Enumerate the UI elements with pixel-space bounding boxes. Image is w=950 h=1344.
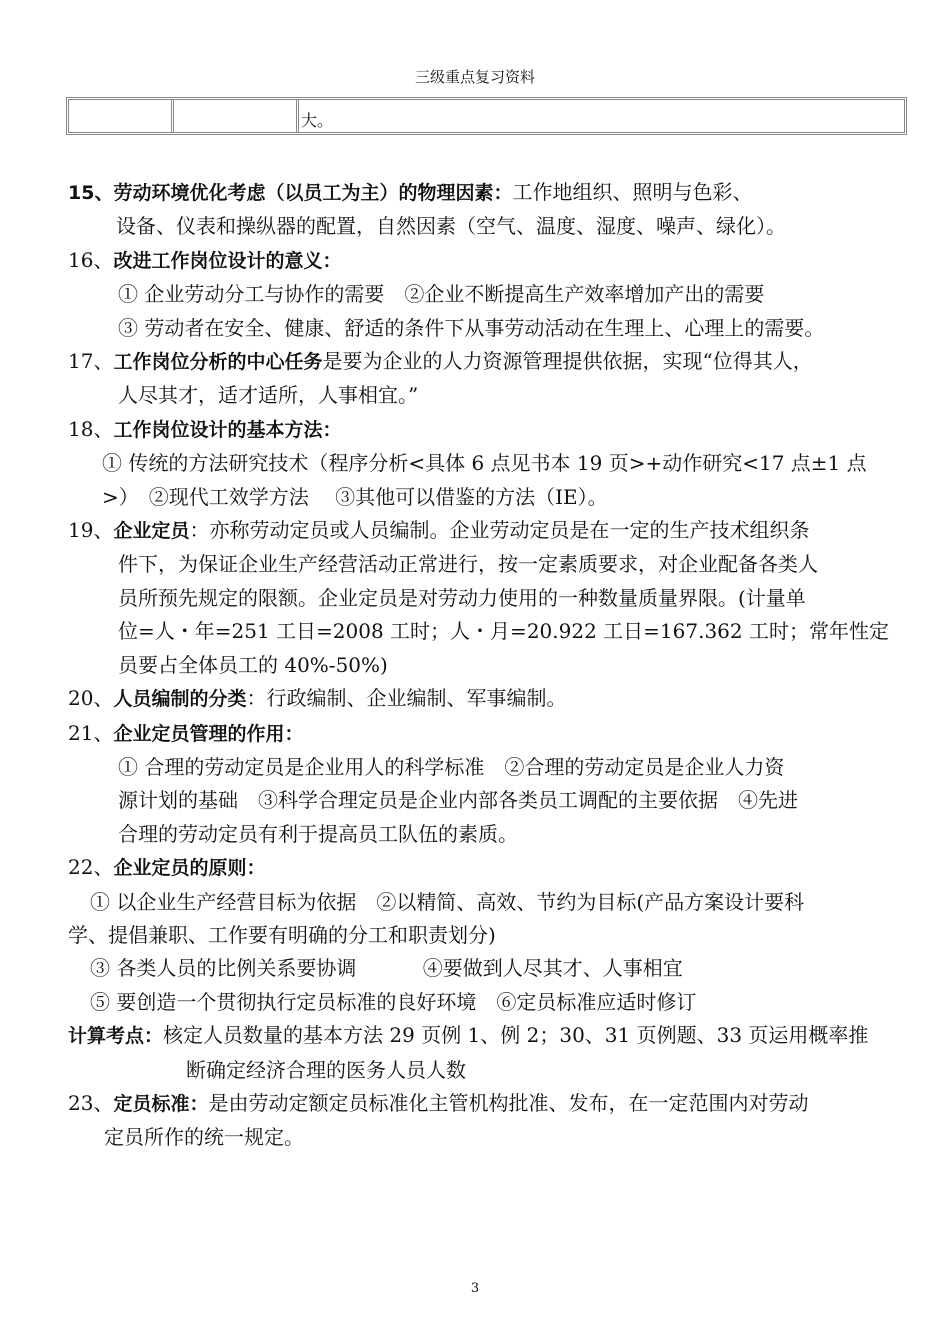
item-17: 17、工作岗位分析的中心任务是要为企业的人力资源管理提供依据，实现“位得其人， (68, 349, 813, 374)
calc-point: 计算考点：核定人员数量的基本方法 29 页例 1、例 2；30、31 页例题、33 页运用概率推 (68, 1023, 869, 1048)
item-23-line2: 定员所作的统一规定。 (104, 1125, 304, 1150)
item-22-line2: 学、提倡兼职、工作要有明确的分工和职责划分) (68, 922, 496, 947)
item-22: 22、企业定员的原则： (68, 855, 266, 880)
item-17-line2: 人尽其才，适才适所，人事相宜。” (118, 383, 419, 408)
item-20: 20、人员编制的分类：行政编制、企业编制、军事编制。 (68, 686, 567, 711)
page-header: 三级重点复习资料 (414, 68, 535, 86)
table-fragment (66, 97, 907, 135)
item-19-line4: 位=人・年=251 工日=2008 工时；人・月=20.922 工日=167.362 工时；常年性定 (118, 619, 889, 644)
item-16-line2: ③ 劳动者在安全、健康、舒适的条件下从事劳动活动在生理上、心理上的需要。 (118, 315, 825, 340)
item-19-line5: 员要占全体员工的 40%-50%) (118, 652, 388, 677)
item-21-line3: 合理的劳动定员有利于提高员工队伍的素质。 (118, 821, 518, 846)
item-15-line2: 设备、仪表和操纵器的配置，自然因素（空气、温度、湿度、噪声、绿化）。 (116, 214, 786, 239)
item-23: 23、定员标准：是由劳动定额定员标准化主管机构批准、发布，在一定范围内对劳动 (68, 1090, 809, 1115)
table-cell-text: 大。 (301, 111, 334, 130)
item-21-line1: ① 合理的劳动定员是企业用人的科学标准 ②合理的劳动定员是企业人力资 (118, 754, 785, 779)
item-15: 15、劳动环境优化考虑（以员工为主）的物理因素：工作地组织、照明与色彩、 (68, 180, 753, 204)
item-18-line2: >） ②现代工效学方法 ③其他可以借鉴的方法（IE）。 (102, 484, 608, 509)
item-22-line3: ③ 各类人员的比例关系要协调 ④要做到人尽其才、人事相宜 (90, 956, 683, 981)
item-21: 21、企业定员管理的作用： (68, 720, 304, 745)
item-18-line1: ① 传统的方法研究技术（程序分析<具体 6 点见书本 19 页>+动作研究<17 点±1 点 (102, 451, 867, 476)
item-22-line1: ① 以企业生产经营目标为依据 ②以精简、高效、节约为目标(产品方案设计要科 (90, 889, 805, 914)
item-19-line3: 员所预先规定的限额。企业定员是对劳动力使用的一种数量质量界限。(计量单 (118, 585, 806, 610)
document-body (68, 176, 898, 1155)
item-16-line1: ① 企业劳动分工与协作的需要 ②企业不断提高生产效率增加产出的需要 (118, 282, 765, 307)
item-16: 16、改进工作岗位设计的意义： (68, 247, 342, 272)
table-cell-2 (174, 100, 299, 132)
item-22-line4: ⑤ 要创造一个贯彻执行定员标准的良好环境 ⑥定员标准应适时修订 (90, 989, 697, 1014)
item-18: 18、工作岗位设计的基本方法： (68, 416, 342, 441)
item-19-line2: 件下，为保证企业生产经营活动正常进行，按一定素质要求，对企业配备各类人 (118, 552, 818, 577)
item-19: 19、企业定员：亦称劳动定员或人员编制。企业劳动定员是在一定的生产技术组织条 (68, 518, 810, 543)
table-cell-1 (69, 100, 174, 132)
item-21-line2: 源计划的基础 ③科学合理定员是企业内部各类员工调配的主要依据 ④先进 (118, 788, 798, 813)
calc-point-line2: 断确定经济合理的医务人员人数 (186, 1057, 466, 1082)
page-number: 3 (470, 1281, 480, 1296)
